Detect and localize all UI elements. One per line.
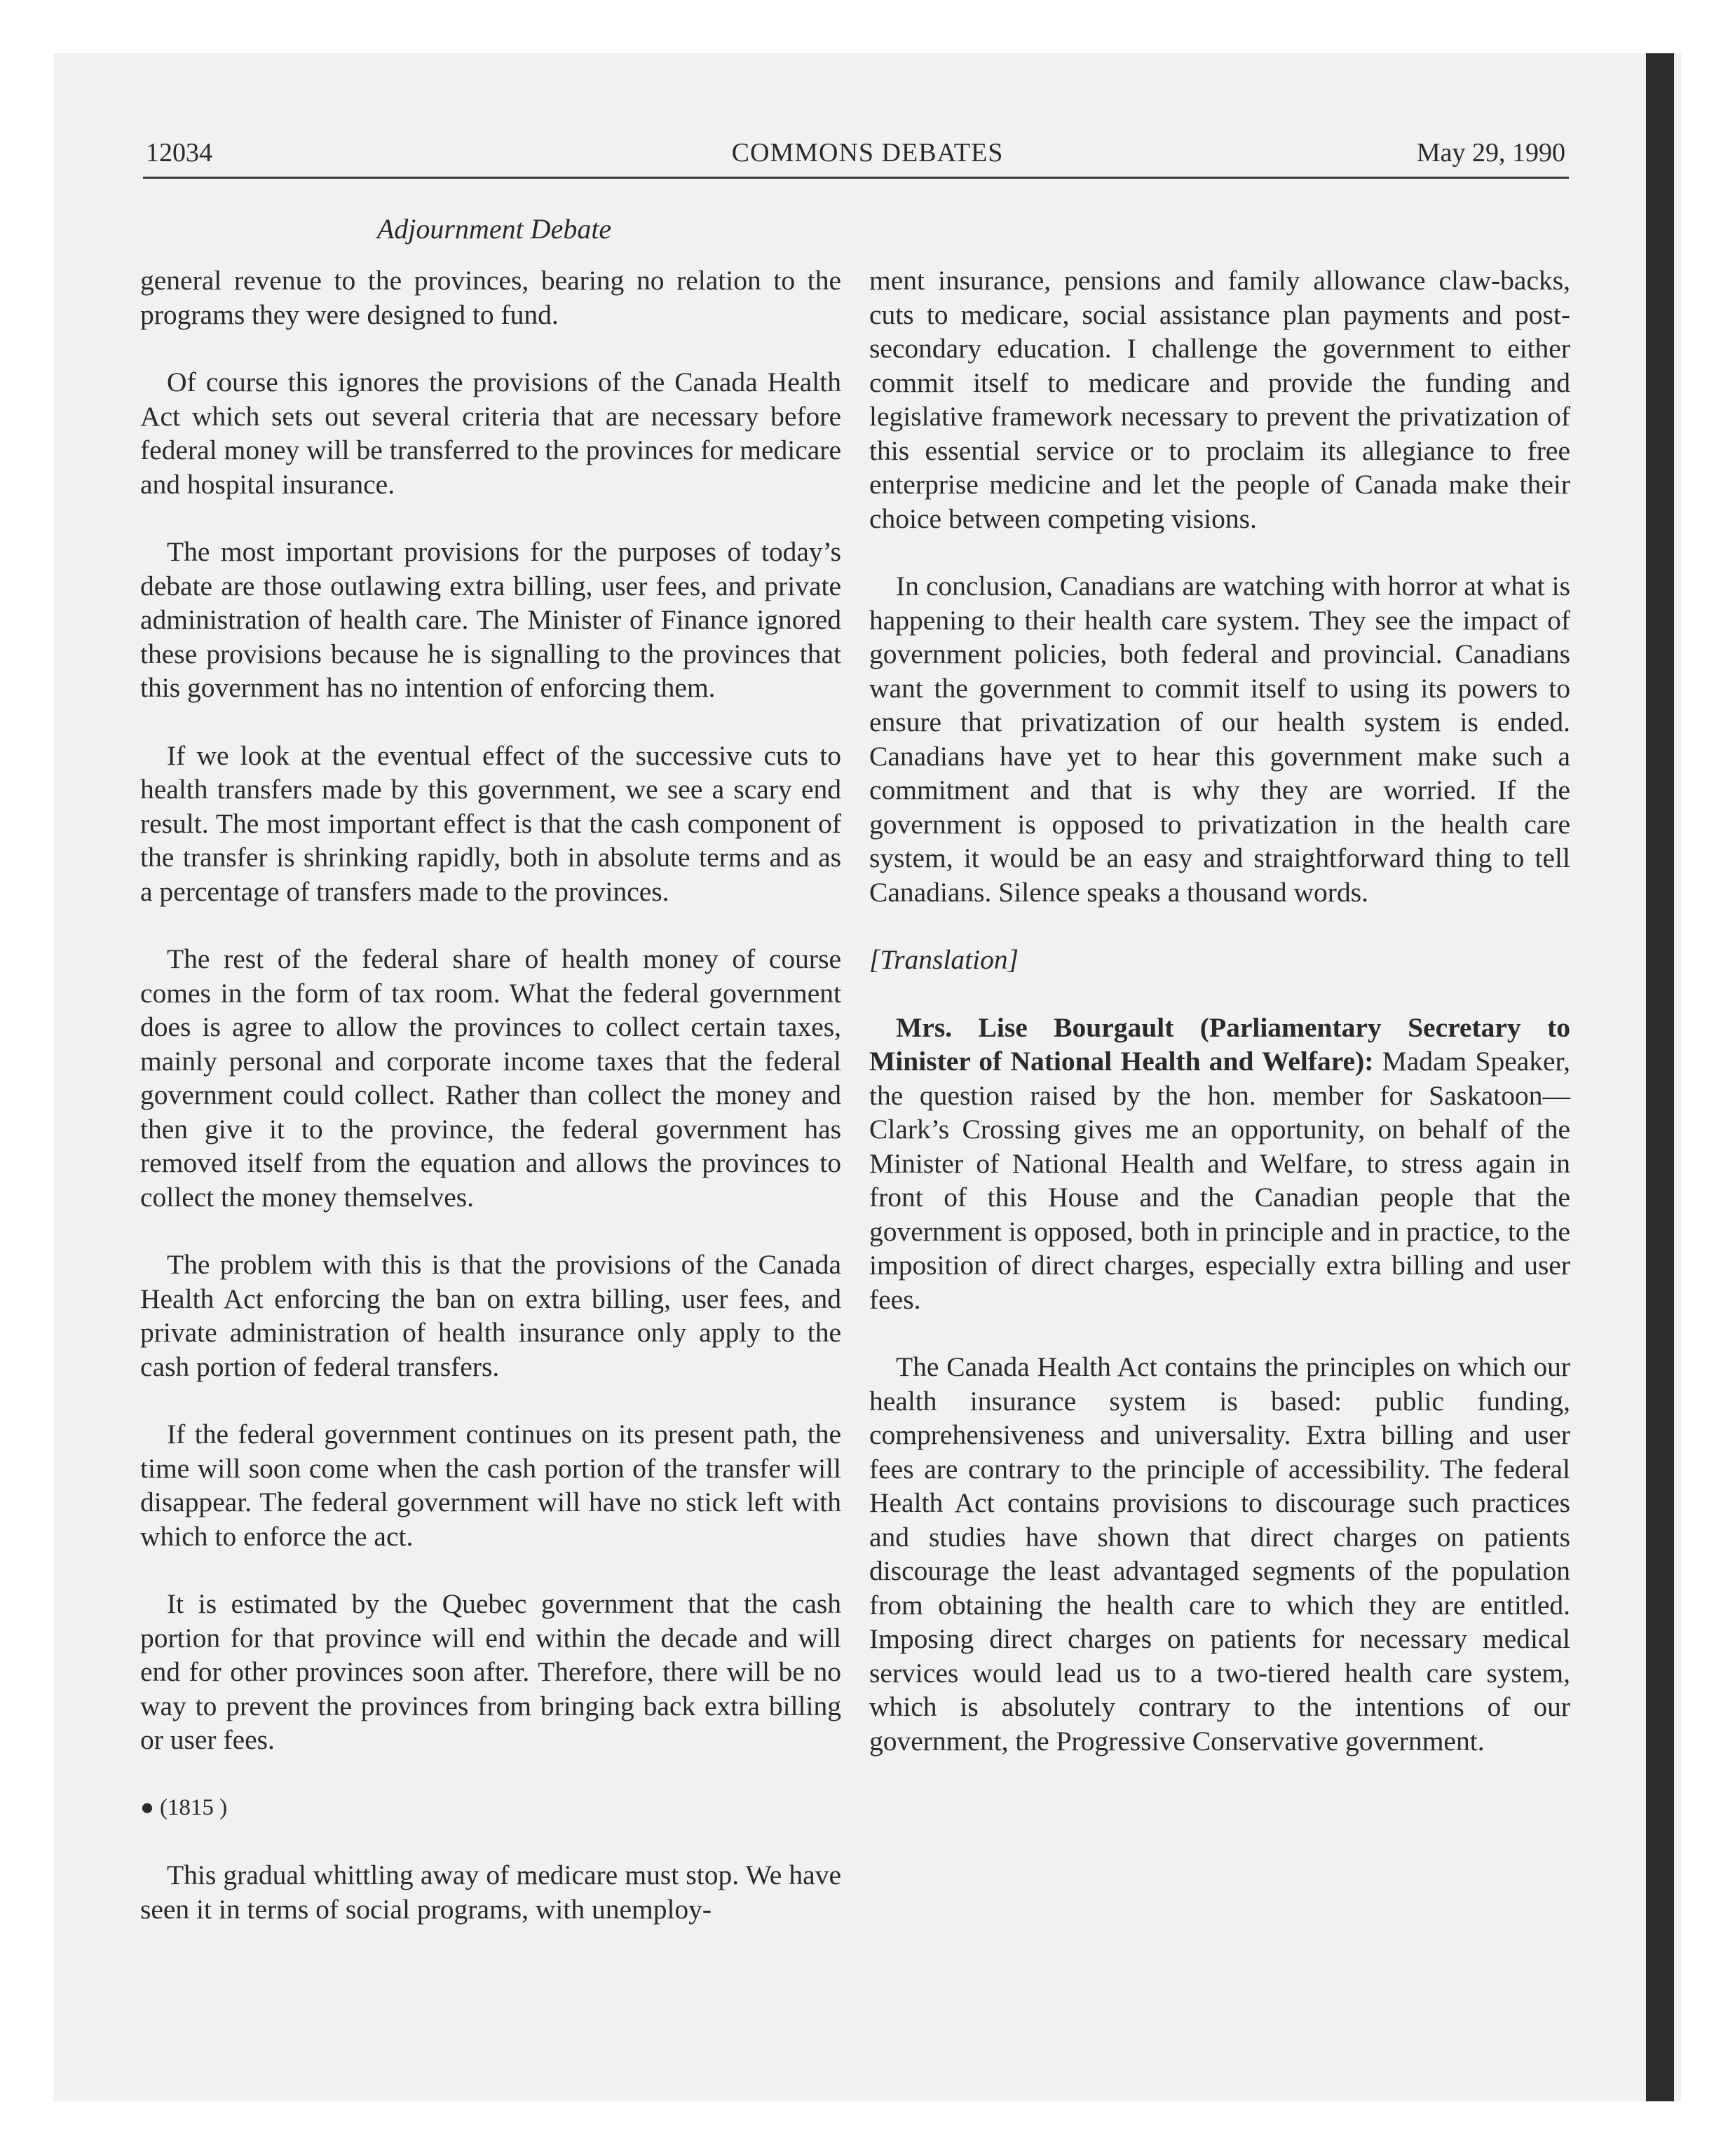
- publication-title: COMMONS DEBATES: [731, 138, 1004, 168]
- paragraph: The most important provisions for the purposes of today’s debate are those outlawing extra billing, user fees, and private administration of health care. The Minister of Finance ignored these provisions because he is signalling to the provinces that this government has no intention of enforcing them.: [140, 536, 841, 703]
- section-title: Adjournment Debate: [376, 213, 612, 245]
- scan-edge-shadow: [1646, 53, 1674, 2101]
- header-rule: [143, 177, 1569, 179]
- speaker-name: Mrs. Lise Bourgault (Parliamentary Secretary to Minister of National Health and Welfare):: [869, 1011, 1570, 1077]
- paragraph: The Canada Health Act contains the principles on which our health insurance system is based: public funding, comprehensiveness and universality. Extra billing and user fees are contrary to the principle of accessibility. The federal Health Act contains provisions to discourage such practices and studies have shown that direct charges on patients discourage the least advantaged segments of the population from obtaining the health care to which they are entitled. Imposing direct charges on patients for necessary medical services would lead us to a two-tiered health care system, which is absolutely contrary to the intentions of our government, the Progressive Conservative government.: [869, 1351, 1570, 1756]
- speech-text: Madam Speaker, the question raised by the hon. member for Saskatoon—Clark’s Crossing gives me an opportunity, on behalf of the Minister of National Health and Welfare, to stress again in front of this House and the Canadian people that the government is opposed, both in principle and in practice, to the imposition of direct charges, especially extra billing and user fees.: [869, 1046, 1570, 1315]
- paragraph: If the federal government continues on its present path, the time will soon come when the cash portion of the transfer will disappear. The federal government will have no stick left with which to enforce the act.: [140, 1419, 841, 1552]
- paragraph: The problem with this is that the provisions of the Canada Health Act enforcing the ban on extra billing, user fees, and private administration of health insurance only apply to the cash portion of federal transfers.: [140, 1249, 841, 1382]
- page-date: May 29, 1990: [1416, 138, 1565, 168]
- translation-note: [Translation]: [869, 944, 1019, 975]
- paragraph: The rest of the federal share of health money of course comes in the form of tax room. What the federal government does is agree to allow the provinces to collect certain taxes, mainly personal and corporate income taxes that the federal government could collect. Rather than collect the money and then give it to the province, the federal government has removed itself from the equation and allows the provinces to collect the money themselves.: [140, 943, 841, 1213]
- paragraph: ment insurance, pensions and family allowance claw-backs, cuts to medicare, social assistance plan payments and post-secondary education. I challenge the government to either commit itself to medicare and provide the funding and legislative framework necessary to prevent the privatization of this essential service or to proclaim its allegiance to free enterprise medicine and let the people of Canada make their choice between competing visions.: [869, 265, 1570, 534]
- paragraph: If we look at the eventual effect of the successive cuts to health transfers made by this government, we see a scary end result. The most important effect is that the cash component of the transfer is shrinking rapidly, both in absolute terms and as a percentage of transfers made to the provinces.: [140, 739, 841, 907]
- right-column: [869, 264, 1570, 1792]
- time-marker: [140, 1791, 841, 1825]
- page-number: 12034: [146, 138, 212, 168]
- paragraph: In conclusion, Canadians are watching with horror at what is happening to their health care system. They see the impact of government policies, both federal and provincial. Canadians want the government to commit itself to using its powers to ensure that privatization of our health system is ended. Canadians have yet to hear this government make such a commitment and that is why they are worried. If the government is opposed to privatization in the health care system, it would be an easy and straightforward thing to tell Canadians. Silence speaks a thousand words.: [869, 571, 1570, 908]
- bullet-icon: ●: [140, 1794, 154, 1820]
- paragraph: general revenue to the provinces, bearing no relation to the programs they were designed to fund.: [140, 265, 841, 330]
- left-column: [140, 264, 841, 1960]
- paragraph: Of course this ignores the provisions of the Canada Health Act which sets out several criteria that are necessary before federal money will be transferred to the provinces for medicare and hospital insurance.: [140, 367, 841, 500]
- paragraph: It is estimated by the Quebec government that the cash portion for that province will end within the decade and will end for other provinces soon after. Therefore, there will be no way to prevent the provinces from bringing back extra billing or user fees.: [140, 1588, 841, 1755]
- speaker-paragraph: [869, 1011, 1570, 1317]
- paragraph: This gradual whittling away of medicare must stop. We have seen it in terms of social programs, with unemploy-: [140, 1860, 841, 1925]
- time-marker-text: (1815 ): [159, 1794, 228, 1820]
